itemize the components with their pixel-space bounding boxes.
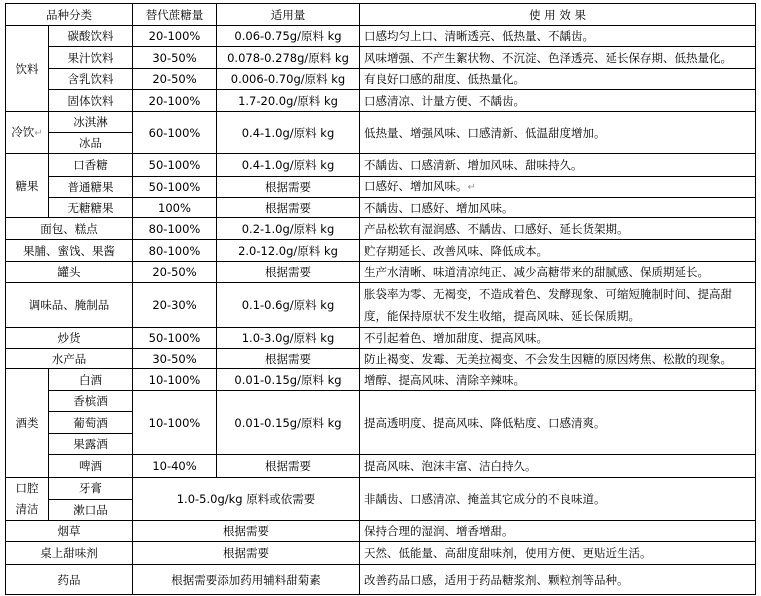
name-cell: 白酒 [49, 369, 133, 391]
table-row [6, 391, 756, 412]
dosage-cell: 1.0-3.0g/原料 kg [217, 328, 360, 349]
name-cell: 无糖糖果 [49, 198, 133, 218]
name-cell: 普通糖果 [49, 177, 133, 198]
table-row [6, 177, 756, 198]
table-row [6, 478, 756, 500]
replacement-cell: 60-100% [133, 112, 217, 154]
table-row [6, 47, 756, 69]
name-cell: 调味品、腌制品 [6, 283, 133, 328]
name-cell: 含乳饮料 [49, 69, 133, 90]
name-cell: 桌上甜味剂 [6, 542, 133, 565]
dosage-cell: 2.0-12.0g/原料 kg [217, 240, 360, 262]
effect-cell: 不引起着色、增加甜度、提高风味。 [360, 328, 756, 349]
group-label: 冷饮 [11, 124, 35, 139]
table-row [6, 240, 756, 262]
dosage-cell: 0.1-0.6g/原料 kg [217, 283, 360, 328]
group-cell: 饮料 [6, 26, 49, 112]
header-row [6, 4, 756, 26]
name-cell: 牙膏 [49, 478, 133, 500]
effect-cell [360, 177, 756, 198]
effect-cell: 有良好口感的甜度、低热量化。 [360, 69, 756, 90]
dosage-cell: 0.4-1.0g/原料 kg [217, 154, 360, 177]
replacement-cell: 30-50% [133, 47, 217, 69]
table-row [6, 112, 756, 133]
return-mark-icon: ↵ [467, 182, 476, 193]
effect-cell: 保持合理的湿润、增香增甜。 [360, 521, 756, 542]
table-row [6, 328, 756, 349]
dosage-cell: 0.2-1.0g/原料 kg [217, 218, 360, 240]
replacement-cell: 10-100% [133, 369, 217, 391]
table-row [6, 283, 756, 328]
header-replacement: 替代蔗糖量 [133, 4, 217, 26]
replacement-cell: 20-50% [133, 262, 217, 283]
table-row [6, 349, 756, 369]
effect-cell: 口感均匀上口、清晰透亮、低热量、不龋齿。 [360, 26, 756, 47]
effect-cell: 胀袋率为零、无褐变，不造成着色、发酵现象、可缩短腌制时间、提高甜度，能保持原状不发生收缩，提高风味、延长保质期。 [360, 283, 756, 328]
dosage-cell: 根据需要 [217, 262, 360, 283]
table-row [6, 262, 756, 283]
table-row [6, 565, 756, 595]
replacement-cell: 20-30% [133, 283, 217, 328]
name-cell: 啤酒 [49, 455, 133, 478]
effect-cell: 不龋齿、口感好、增加风味。 [360, 198, 756, 218]
name-cell: 烟草 [6, 521, 133, 542]
name-cell: 罐头 [6, 262, 133, 283]
dosage-cell: 根据需要 [217, 349, 360, 369]
header-dosage: 适用量 [217, 4, 360, 26]
replacement-cell: 10-100% [133, 391, 217, 455]
name-cell: 碳酸饮料 [49, 26, 133, 47]
name-cell: 香槟酒 [49, 391, 133, 412]
header-category: 品种分类 [6, 4, 133, 26]
table-row [6, 218, 756, 240]
dosage-cell: 0.078-0.278g/原料 kg [217, 47, 360, 69]
replacement-cell: 30-50% [133, 349, 217, 369]
dosage-cell: 1.0-5.0g/kg 原料或依需要 [133, 478, 360, 521]
dosage-cell: 0.06-0.75g/原料 kg [217, 26, 360, 47]
dosage-cell: 0.01-0.15g/原料 kg [217, 369, 360, 391]
header-effect: 使 用 效 果 [360, 4, 756, 26]
replacement-cell: 80-100% [133, 218, 217, 240]
effect-cell: 口感清凉、计量方便、不龋齿。 [360, 90, 756, 112]
name-cell: 水产品 [6, 349, 133, 369]
replacement-cell: 20-100% [133, 90, 217, 112]
name-cell: 冰品 [49, 133, 133, 154]
table-row [6, 521, 756, 542]
name-cell: 炒货 [6, 328, 133, 349]
group-cell [6, 112, 49, 154]
dosage-cell: 根据需要添加药用辅料甜菊素 [133, 565, 360, 595]
effect-cell: 增醇、提高风味、清除辛辣味。 [360, 369, 756, 391]
name-cell: 药品 [6, 565, 133, 595]
effect-cell: 提高透明度、提高风味、降低粘度、口感清爽。 [360, 391, 756, 455]
table-row [6, 69, 756, 90]
effect-cell: 天然、低能量、高甜度甜味剂，使用方便、更贴近生活。 [360, 542, 756, 565]
dosage-cell: 根据需要 [217, 455, 360, 478]
replacement-cell: 20-50% [133, 69, 217, 90]
dosage-cell: 根据需要 [217, 198, 360, 218]
name-cell: 果脯、蜜饯、果酱 [6, 240, 133, 262]
name-cell: 固体饮料 [49, 90, 133, 112]
dosage-cell: 根据需要 [133, 542, 360, 565]
dosage-cell: 根据需要 [217, 177, 360, 198]
replacement-cell: 80-100% [133, 240, 217, 262]
name-cell: 果露酒 [49, 434, 133, 455]
group-cell: 糖果 [6, 154, 49, 218]
table-row [6, 26, 756, 47]
table-row [6, 154, 756, 177]
table-row [6, 542, 756, 565]
table-row [6, 369, 756, 391]
name-cell: 果汁饮料 [49, 47, 133, 69]
table-row [6, 198, 756, 218]
return-mark-icon: ↵ [34, 127, 43, 139]
effect-cell: 非龋齿、口感清凉、掩盖其它成分的不良味道。 [360, 478, 756, 521]
replacement-cell: 100% [133, 198, 217, 218]
effect-text: 口感好、增加风味。 [364, 179, 468, 193]
dosage-cell: 1.7-20.0g/原料 kg [217, 90, 360, 112]
replacement-cell: 20-100% [133, 26, 217, 47]
dosage-cell: 0.006-0.70g/原料 kg [217, 69, 360, 90]
sweetener-application-table [5, 3, 756, 595]
replacement-cell: 10-40% [133, 455, 217, 478]
name-cell: 面包、糕点 [6, 218, 133, 240]
effect-cell: 不龋齿、口感清新、增加风味、甜味持久。 [360, 154, 756, 177]
replacement-cell: 50-100% [133, 154, 217, 177]
name-cell: 漱口品 [49, 499, 133, 521]
effect-cell: 防止褐变、发霉、无美拉褐变、不会发生因糖的原因烤焦、松散的现象。 [360, 349, 756, 369]
name-cell: 口香糖 [49, 154, 133, 177]
dosage-cell: 0.4-1.0g/原料 kg [217, 112, 360, 154]
group-cell: 酒类 [6, 369, 49, 478]
name-cell: 葡萄酒 [49, 412, 133, 434]
table-row [6, 455, 756, 478]
effect-cell: 低热量、增强风味、口感清新、低温甜度增加。 [360, 112, 756, 154]
dosage-cell: 根据需要 [133, 521, 360, 542]
table-row [6, 90, 756, 112]
dosage-cell: 0.01-0.15g/原料 kg [217, 391, 360, 455]
effect-cell: 产品松软有湿润感、不龋齿、口感好、延长货架期。 [360, 218, 756, 240]
effect-cell: 贮存期延长、改善风味、降低成本。 [360, 240, 756, 262]
effect-cell: 改善药品口感，适用于药品糖浆剂、颗粒剂等品种。 [360, 565, 756, 595]
effect-cell: 风味增强、不产生絮状物、不沉淀、色泽透亮、延长保存期、低热量化。 [360, 47, 756, 69]
group-cell: 口腔清洁 [6, 478, 49, 521]
replacement-cell: 50-100% [133, 177, 217, 198]
effect-cell: 生产水清晰、味道清凉纯正、减少高糖带来的甜腻感、保质期延长。 [360, 262, 756, 283]
replacement-cell: 50-100% [133, 328, 217, 349]
name-cell: 冰淇淋 [49, 112, 133, 133]
effect-cell: 提高风味、泡沫丰富、洁白持久。 [360, 455, 756, 478]
